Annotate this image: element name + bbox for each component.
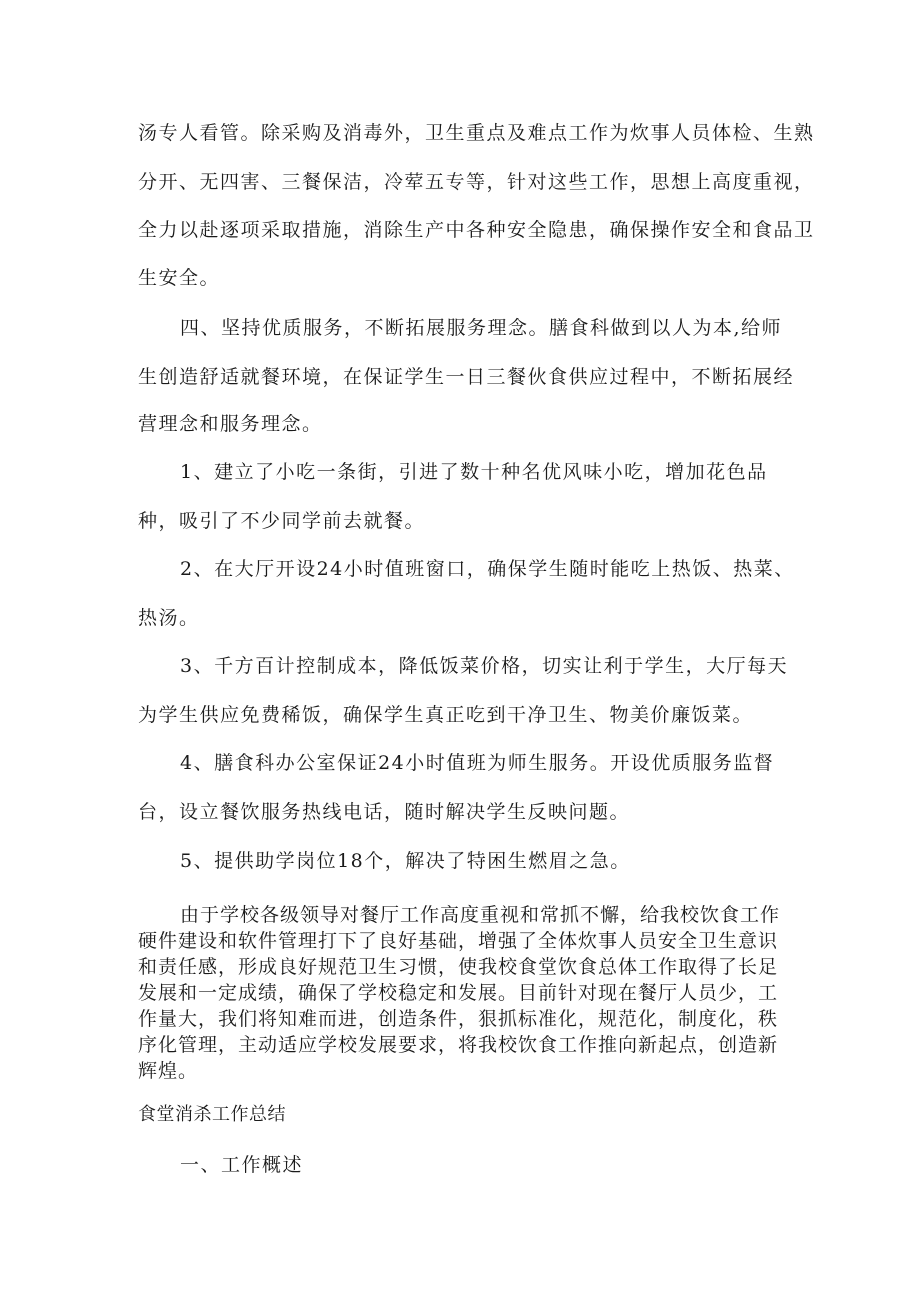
list-item-line: 台，设立餐饮服务热线电话，随时解决学生反映问题。 [138,801,631,823]
document-title: 食堂消杀工作总结 [138,1104,286,1125]
paragraph-line: 分开、无四害、三餐保洁，冷荤五专等，针对这些工作，思想上高度重视， [138,171,815,193]
list-item-line: 3、千方百计控制成本，降低饭菜价格，切实让利于学生，大厅每天 [180,655,789,677]
paragraph-line: 由于学校各级领导对餐厅工作高度重视和常抓不懈，给我校饮食工作 [180,904,781,926]
paragraph-line: 序化管理，主动适应学校发展要求，将我校饮食工作推向新起点，创造新 [138,1034,779,1056]
paragraph-line: 和责任感，形成良好规范卫生习惯，使我校食堂饮食总体工作取得了长足 [138,956,779,978]
list-item-line: 热汤。 [138,607,200,629]
list-item-line: 4、膳食科办公室保证24小时值班为师生服务。开设优质服务监督 [180,752,775,774]
paragraph-line: 辉煌。 [138,1060,199,1082]
section-heading-line: 四、坚持优质服务，不断拓展服务理念。膳食科做到以人为本,给师 [180,317,783,339]
paragraph-line: 全力以赴逐项采取措施，消除生产中各种安全隐患，确保操作安全和食品卫 [138,219,815,241]
paragraph-line: 生安全。 [138,267,221,289]
list-item-line: 1、建立了小吃一条街，引进了数十种名优风味小吃，增加花色品 [180,461,768,483]
paragraph-line: 汤专人看管。除采购及消毒外，卫生重点及难点工作为炊事人员体检、生熟 [138,122,815,144]
section-heading: 一、工作概述 [180,1154,304,1176]
paragraph-line: 营理念和服务理念。 [138,413,323,435]
list-item-line: 为学生供应免费稀饭，确保学生真正吃到干净卫生、物美价廉饭菜。 [138,704,754,726]
list-item-line: 2、在大厅开设24小时值班窗口，确保学生随时能吃上热饭、热菜、 [180,558,795,580]
paragraph-line: 生创造舒适就餐环境，在保证学生一日三餐伙食供应过程中，不断拓展经 [138,366,795,388]
list-item-line: 种，吸引了不少同学前去就餐。 [138,510,426,532]
paragraph-line: 作量大，我们将知难而进，创造条件，狠抓标准化，规范化，制度化，秩 [138,1008,779,1030]
paragraph-line: 硬件建设和软件管理打下了良好基础，增强了全体炊事人员安全卫生意识 [138,930,779,952]
paragraph-line: 发展和一定成绩，确保了学校稳定和发展。目前针对现在餐厅人员少，工 [138,982,779,1004]
list-item-line: 5、提供助学岗位18个，解决了特困生燃眉之急。 [180,850,631,872]
